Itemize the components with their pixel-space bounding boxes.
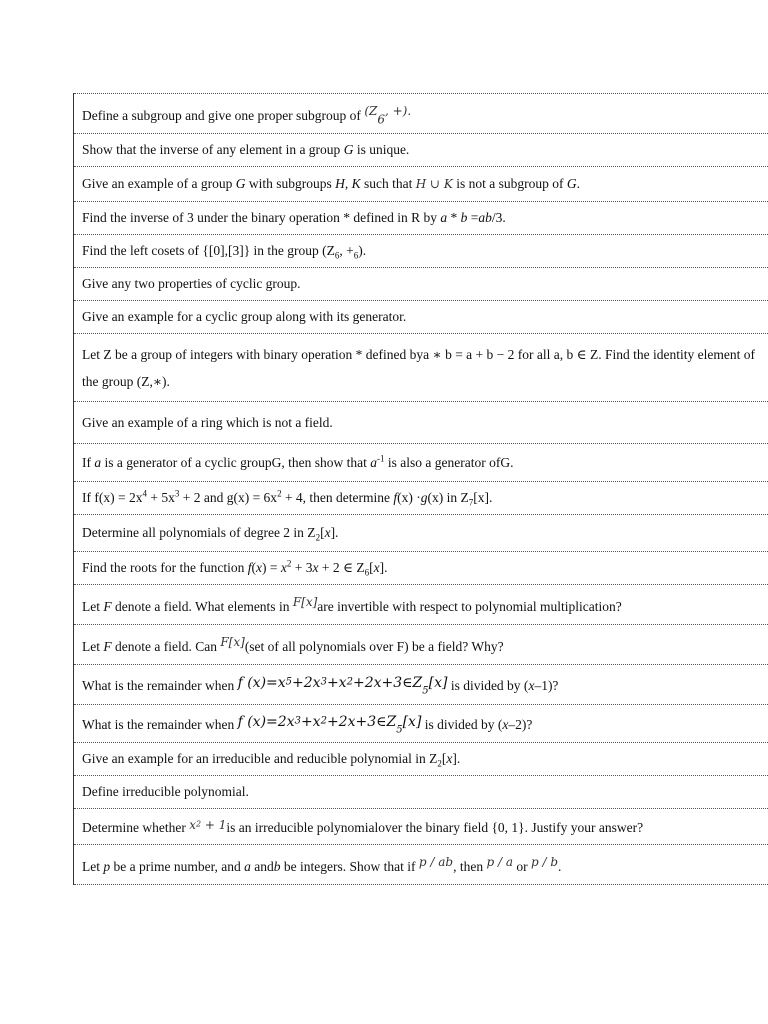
question-cell: Determine whether $x^2 + 1is$ an irreducible polynomialover the binary field {0, 1}. Justify your answer? — [74, 809, 768, 845]
question-row-14 — [74, 585, 768, 625]
question-row-20 — [74, 809, 768, 845]
question-row-5 — [74, 235, 768, 268]
question-row-6 — [74, 268, 768, 301]
question-cell: Give an example for an irreducible and reducible polynomial in $Z_2[x]$. — [74, 743, 768, 776]
question-cell: What is the remainder when f $(x)=2x^3+x^2+2x+3\in Z_5[x]$ is divided by (x–2)? — [74, 705, 768, 743]
question-row-3 — [74, 167, 768, 202]
question-row-12 — [74, 515, 768, 552]
question-row-21 — [74, 845, 768, 885]
question-row-17 — [74, 705, 768, 743]
question-row-11 — [74, 482, 768, 515]
question-cell: Show that the inverse of any element in a group G is unique. — [74, 134, 768, 167]
question-cell: Give an example of a ring which is not a field. — [74, 402, 768, 444]
question-row-18 — [74, 743, 768, 776]
question-cell: Let p be a prime number, and a andb be integers. Show that if p / ab, then p / a or p / b. — [74, 845, 768, 885]
question-row-4 — [74, 202, 768, 235]
questions-table — [73, 93, 768, 885]
question-row-13 — [74, 552, 768, 585]
question-cell: If $f(x) = 2x^4 + 5x^3 + 2$ and $g(x) = 6x^2 + 4$, then determine f(x) ·g(x) in $Z_7[x]$. — [74, 482, 768, 515]
question-row-15 — [74, 625, 768, 665]
question-row-8 — [74, 334, 768, 402]
question-row-16 — [74, 665, 768, 705]
question-cell: Determine all polynomials of degree 2 in $Z_2[x]$. — [74, 515, 768, 552]
question-cell: Define irreducible polynomial. — [74, 776, 768, 809]
question-cell: Give any two properties of cyclic group. — [74, 268, 768, 301]
question-row-19 — [74, 776, 768, 809]
question-row-1 — [74, 94, 768, 134]
question-cell: Let Z be a group of integers with binary operation * defined bya ∗ b = a + b − 2 for all a, b ∈ Z. Find the identity element of the group (Z,∗). — [74, 334, 768, 402]
question-cell: Find the inverse of 3 under the binary operation * defined in R by a * b =ab/3. — [74, 202, 768, 235]
question-cell: Find the roots for the function $f(x) = x^2 + 3x + 2$ ∈ $Z_6[x]$. — [74, 552, 768, 585]
question-cell: If a is a generator of a cyclic groupG, then show that $a^{-1}$ is also a generator ofG. — [74, 444, 768, 482]
question-cell: Let F denote a field. Can F[x](set of all polynomials over F) be a field? Why? — [74, 625, 768, 665]
question-cell: Find the left cosets of {[0],[3]} in the group ($Z_6$, $+_6$). — [74, 235, 768, 268]
question-cell: Define a subgroup and give one proper subgroup of ($Z_6$, +). — [74, 94, 768, 134]
question-row-9 — [74, 402, 768, 444]
question-cell: Give an example of a group G with subgroups H, K such that H ∪ K is not a subgroup of G. — [74, 167, 768, 202]
question-row-2 — [74, 134, 768, 167]
question-row-7 — [74, 301, 768, 334]
question-cell: What is the remainder when f $(x)=x^5+2x^3+x^2+2x+3\in Z_5[x]$ is divided by (x–1)? — [74, 665, 768, 705]
question-cell: Let F denote a field. What elements in F[x]are invertible with respect to polynomial multiplication? — [74, 585, 768, 625]
question-row-10 — [74, 444, 768, 482]
question-cell: Give an example for a cyclic group along with its generator. — [74, 301, 768, 334]
